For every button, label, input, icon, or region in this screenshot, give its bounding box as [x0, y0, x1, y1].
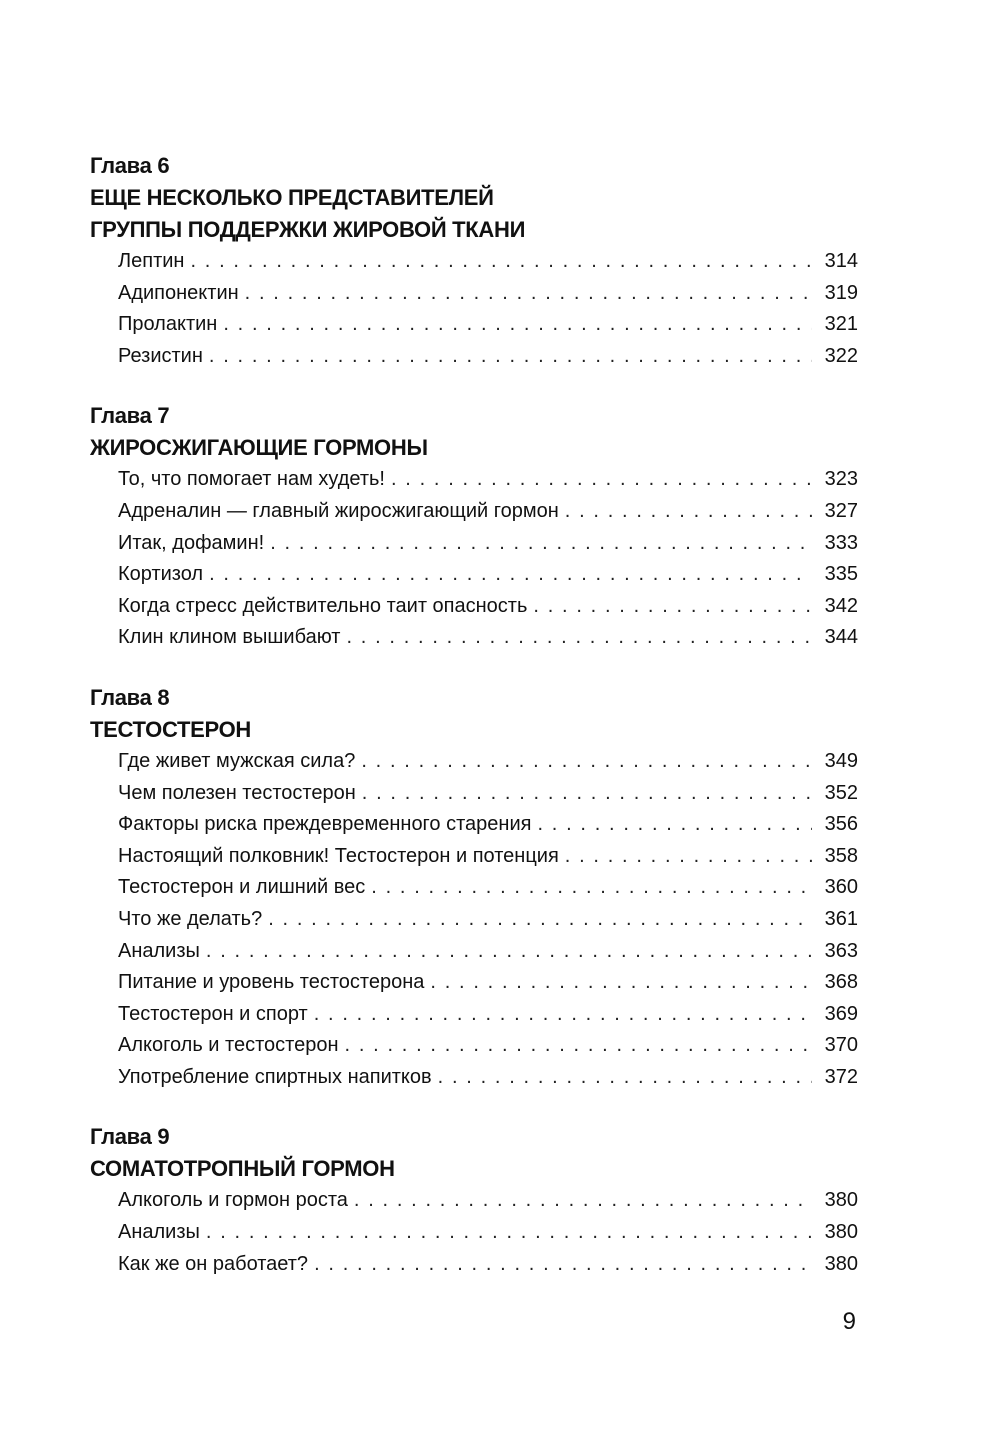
entry-title: Настоящий полковник! Тестостерон и потенция — [118, 844, 559, 867]
dot-leader — [209, 341, 812, 373]
entry-title: Где живет мужская сила? — [118, 749, 356, 772]
entry-page-number: 368 — [824, 971, 858, 994]
dot-leader — [346, 622, 812, 654]
toc-entry[interactable] — [90, 904, 858, 936]
dot-leader — [565, 841, 812, 873]
entry-title: Анализы — [118, 1221, 200, 1244]
dot-leader — [354, 1185, 812, 1217]
entry-title: Употребление спиртных напитков — [118, 1065, 432, 1088]
dot-leader — [223, 309, 812, 341]
toc-entry[interactable] — [90, 1185, 858, 1217]
toc-entry[interactable] — [90, 309, 858, 341]
entry-title: Кортизол — [118, 563, 204, 586]
chapter-title — [90, 182, 858, 246]
dot-leader — [565, 496, 812, 528]
entry-list — [90, 1185, 858, 1280]
chapter-title-line: ЕЩЕ НЕСКОЛЬКО ПРЕДСТАВИТЕЛЕЙ — [90, 185, 494, 210]
toc-entry[interactable] — [90, 496, 858, 528]
entry-title: Адипонектин — [118, 281, 239, 304]
dot-leader — [362, 778, 812, 810]
toc-entry[interactable] — [90, 1030, 858, 1062]
entry-page-number: 344 — [824, 626, 858, 649]
toc-entry[interactable] — [90, 967, 858, 999]
dot-leader — [314, 999, 812, 1031]
toc-entry[interactable] — [90, 936, 858, 968]
chapter-section — [90, 1121, 858, 1280]
chapter-title-line: ГРУППЫ ПОДДЕРЖКИ ЖИРОВОЙ ТКАНИ — [90, 217, 526, 242]
dot-leader — [206, 936, 812, 968]
entry-page-number: 380 — [824, 1221, 858, 1244]
chapter-section — [90, 150, 858, 372]
table-of-contents — [90, 150, 858, 1280]
chapter-title-line: ТЕСТОСТЕРОН — [90, 716, 251, 742]
entry-page-number: 372 — [824, 1065, 858, 1088]
chapter-title-line: ЖИРОСЖИГАЮЩИЕ ГОРМОНЫ — [90, 435, 428, 461]
entry-title: Тестостерон и лишний вес — [118, 876, 366, 899]
entry-page-number: 356 — [824, 813, 858, 836]
entry-title: Пролактин — [118, 313, 218, 336]
chapter-title-line: СОМАТОТРОПНЫЙ ГОРМОН — [90, 1156, 395, 1182]
toc-entry[interactable] — [90, 1062, 858, 1094]
toc-entry[interactable] — [90, 999, 858, 1031]
entry-list — [90, 464, 858, 654]
dot-leader — [209, 559, 812, 591]
dot-leader — [190, 246, 812, 278]
toc-entry[interactable] — [90, 246, 858, 278]
dot-leader — [371, 872, 812, 904]
chapter-title — [90, 432, 858, 464]
entry-page-number: 369 — [824, 1002, 858, 1025]
dot-leader — [206, 1217, 812, 1249]
toc-entry[interactable] — [90, 464, 858, 496]
dot-leader — [345, 1030, 813, 1062]
dot-leader — [533, 591, 812, 623]
dot-leader — [537, 809, 812, 841]
entry-page-number: 327 — [824, 499, 858, 522]
toc-entry[interactable] — [90, 559, 858, 591]
dot-leader — [268, 904, 812, 936]
toc-entry[interactable] — [90, 1249, 858, 1281]
entry-page-number: 361 — [824, 907, 858, 930]
entry-page-number: 363 — [824, 939, 858, 962]
toc-entry[interactable] — [90, 1217, 858, 1249]
entry-title: Итак, дофамин! — [118, 531, 265, 554]
toc-entry[interactable] — [90, 622, 858, 654]
entry-page-number: 380 — [824, 1252, 858, 1275]
toc-entry[interactable] — [90, 528, 858, 560]
dot-leader — [430, 967, 812, 999]
entry-title: Алкоголь и гормон роста — [118, 1189, 348, 1212]
chapter-title — [90, 1153, 858, 1185]
page-number: 9 — [842, 1308, 856, 1335]
chapter-label: Глава 9 — [90, 1124, 170, 1150]
entry-title: Анализы — [118, 939, 200, 962]
entry-page-number: 323 — [824, 468, 858, 491]
entry-title: Факторы риска преждевременного старения — [118, 813, 532, 836]
toc-entry[interactable] — [90, 591, 858, 623]
entry-title: То, что помогает нам худеть! — [118, 468, 385, 491]
toc-entry[interactable] — [90, 278, 858, 310]
entry-title: Когда стресс действительно таит опасность — [118, 594, 528, 617]
toc-entry[interactable] — [90, 746, 858, 778]
dot-leader — [245, 278, 812, 310]
entry-title: Чем полезен тестостерон — [118, 781, 356, 804]
chapter-label: Глава 6 — [90, 153, 170, 178]
toc-entry[interactable] — [90, 341, 858, 373]
chapter-label: Глава 8 — [90, 684, 170, 710]
toc-entry[interactable] — [90, 872, 858, 904]
entry-title: Лептин — [118, 250, 185, 272]
entry-title: Адреналин — главный жиросжигающий гормон — [118, 499, 559, 522]
entry-page-number: 333 — [824, 531, 858, 554]
entry-title: Резистин — [118, 344, 203, 367]
entry-title: Как же он работает? — [118, 1252, 309, 1275]
toc-entry[interactable] — [90, 778, 858, 810]
entry-page-number: 335 — [824, 563, 858, 586]
entry-list — [90, 246, 858, 372]
chapter-section — [90, 400, 858, 654]
entry-page-number: 321 — [824, 313, 858, 336]
entry-page-number: 352 — [824, 781, 858, 804]
entry-page-number: 322 — [824, 344, 858, 367]
entry-page-number: 319 — [824, 281, 858, 304]
dot-leader — [361, 746, 812, 778]
entry-page-number: 380 — [824, 1189, 858, 1212]
entry-title: Клин клином вышибают — [118, 626, 341, 649]
dot-leader — [314, 1249, 812, 1281]
dot-leader — [270, 528, 812, 560]
entry-page-number: 358 — [824, 844, 858, 867]
chapter-label: Глава 7 — [90, 403, 170, 429]
chapter-title — [90, 714, 858, 746]
toc-entry[interactable] — [90, 841, 858, 873]
entry-list — [90, 746, 858, 1094]
entry-page-number: 360 — [824, 876, 858, 899]
toc-entry[interactable] — [90, 809, 858, 841]
entry-page-number: 349 — [824, 749, 858, 772]
entry-title: Что же делать? — [118, 907, 263, 930]
entry-page-number: 342 — [824, 594, 858, 617]
entry-title: Алкоголь и тестостерон — [118, 1034, 339, 1057]
entry-page-number: 370 — [824, 1034, 858, 1057]
dot-leader — [391, 464, 812, 496]
entry-page-number: 314 — [824, 250, 858, 272]
entry-title: Питание и уровень тестостерона — [118, 971, 425, 994]
chapter-section — [90, 682, 858, 1094]
entry-title: Тестостерон и спорт — [118, 1002, 308, 1025]
dot-leader — [438, 1062, 812, 1094]
